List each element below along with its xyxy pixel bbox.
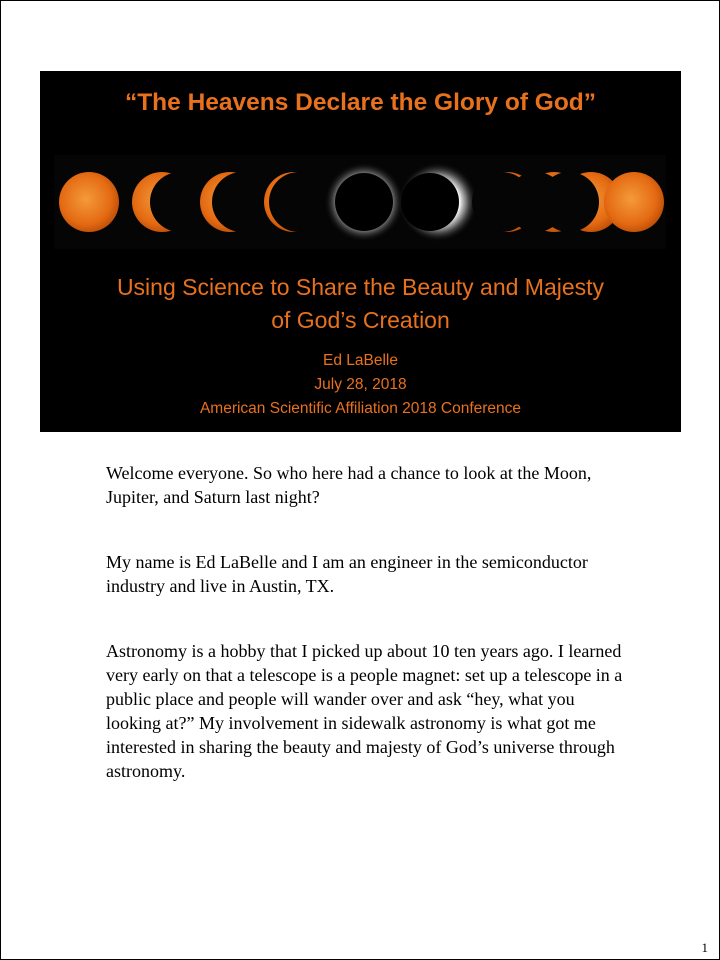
slide-event: American Scientific Affiliation 2018 Conference bbox=[199, 400, 522, 417]
slide-thumbnail bbox=[40, 71, 681, 432]
page-number: 1 bbox=[701, 940, 708, 955]
slide-title: “The Heavens Declare the Glory of God” bbox=[124, 89, 597, 116]
notes-paragraph-2: My name is Ed LaBelle and I am an engineer in the semiconductor industry and live in Austin, TX. bbox=[106, 552, 588, 596]
notes-paragraph-3: Astronomy is a hobby that I picked up about 10 ten years ago. I learned very early on that a telescope is a people magnet: set up a telescope in a public place and people will wander over and ask “hey, what you looking at?” My involvement in sidewalk astronomy is what got me interested in sharing the beauty and majesty of God’s universe through astronomy. bbox=[106, 641, 623, 781]
slide-subtitle-line2: of God’s Creation bbox=[271, 307, 450, 333]
sun-phase-partial-2 bbox=[132, 172, 210, 232]
sun-phase-full-10 bbox=[604, 172, 664, 232]
sun-phase-partial-4 bbox=[264, 172, 329, 232]
slide-date: July 28, 2018 bbox=[314, 376, 407, 393]
sun-phase-full-1 bbox=[59, 172, 119, 232]
notes-paragraph-1: Welcome everyone. So who here had a chance to look at the Moon, Jupiter, and Saturn last night? bbox=[106, 463, 592, 507]
slide-author-block bbox=[40, 349, 681, 421]
slide-subtitle-line1: Using Science to Share the Beauty and Majesty bbox=[116, 274, 605, 300]
sun-phase-totality-1 bbox=[324, 162, 404, 242]
slide-author: Ed LaBelle bbox=[323, 352, 398, 369]
sun-phase-partial-3 bbox=[200, 172, 272, 232]
speaker-notes bbox=[106, 461, 626, 824]
sun-phase-totality-2 bbox=[398, 162, 478, 242]
eclipse-sequence-image bbox=[54, 155, 666, 249]
slide-subtitle bbox=[40, 271, 681, 337]
